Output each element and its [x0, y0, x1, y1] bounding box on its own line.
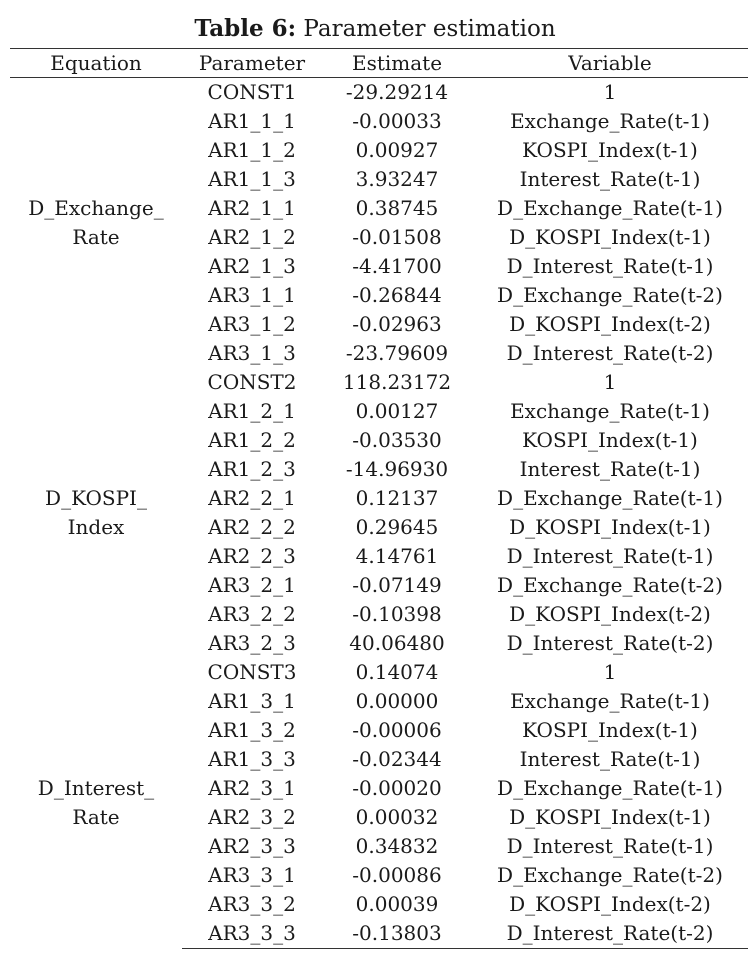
estimate-cell: 4.14761 [355, 544, 439, 568]
variable-cell: D_Interest_Rate(t-1) [506, 834, 714, 858]
variable-cell: D_Exchange_Rate(t-2) [497, 283, 723, 307]
variable-cell: D_KOSPI_Index(t-2) [509, 892, 711, 916]
parameter-cell: AR3_1_1 [208, 283, 296, 307]
variable-cell: D_KOSPI_Index(t-1) [509, 225, 711, 249]
variable-cell: D_Interest_Rate(t-2) [506, 341, 714, 365]
estimate-cell: 118.23172 [342, 370, 452, 394]
estimate-cell: 0.14074 [355, 660, 439, 684]
variable-cell: D_Exchange_Rate(t-1) [497, 776, 723, 800]
estimate-cell: 0.38745 [355, 196, 439, 220]
parameter-cell: AR1_2_3 [208, 457, 296, 481]
estimate-cell: 0.34832 [355, 834, 439, 858]
parameter-cell: AR3_2_1 [208, 573, 296, 597]
estimate-cell: -0.01508 [352, 225, 442, 249]
parameter-cell: AR2_3_2 [208, 805, 296, 829]
header-estimate: Estimate [322, 49, 472, 78]
estimate-cell: -23.79609 [345, 341, 449, 365]
equation-cell [10, 368, 182, 658]
parameter-cell: AR2_3_1 [208, 776, 296, 800]
parameter-cell: AR1_1_2 [208, 138, 296, 162]
variable-cell: D_Interest_Rate(t-1) [506, 544, 714, 568]
variable-cell: Interest_Rate(t-1) [519, 167, 701, 191]
variable-cell: D_KOSPI_Index(t-1) [509, 805, 711, 829]
variable-cell: 1 [603, 370, 617, 394]
equation-name-line: Index [67, 515, 125, 539]
estimate-cell: -0.02344 [352, 747, 442, 771]
parameter-cell: AR1_3_3 [208, 747, 296, 771]
estimate-cell: -0.26844 [352, 283, 442, 307]
parameter-cell: CONST3 [207, 660, 297, 684]
estimate-cell: -29.29214 [345, 80, 449, 104]
estimate-cell: -14.96930 [345, 457, 449, 481]
parameter-cell: AR2_3_3 [208, 834, 296, 858]
variable-cell: KOSPI_Index(t-1) [522, 428, 698, 452]
parameter-cell: AR1_3_1 [208, 689, 296, 713]
variable-cell: 1 [603, 80, 617, 104]
equation-name-line: Rate [72, 225, 120, 249]
variable-cell: Interest_Rate(t-1) [519, 457, 701, 481]
estimate-cell: -0.00086 [352, 863, 442, 887]
variable-cell: D_KOSPI_Index(t-1) [509, 515, 711, 539]
parameter-cell: AR2_2_2 [208, 515, 296, 539]
header-equation: Equation [10, 49, 182, 78]
parameter-cell: AR3_1_3 [208, 341, 296, 365]
estimate-cell: -0.03530 [352, 428, 442, 452]
table-row [10, 78, 748, 108]
variable-cell: D_Interest_Rate(t-2) [472, 919, 748, 949]
parameter-cell: AR2_2_3 [208, 544, 296, 568]
equation-name-line: Rate [72, 805, 120, 830]
parameter-cell: AR1_2_2 [208, 428, 296, 452]
estimate-cell: 40.06480 [349, 631, 445, 655]
equation-name-line: D_Exchange_ [28, 196, 164, 220]
parameter-cell: CONST1 [207, 80, 297, 104]
equation-name-line: D_Interest_ [37, 776, 155, 801]
parameter-cell: AR3_3_2 [208, 892, 296, 916]
variable-cell: D_Exchange_Rate(t-1) [497, 196, 723, 220]
parameter-cell: AR3_3_1 [208, 863, 296, 887]
variable-cell: Interest_Rate(t-1) [519, 747, 701, 771]
variable-cell: D_Interest_Rate(t-2) [506, 631, 714, 655]
table-row [10, 658, 748, 687]
parameter-cell: AR2_2_1 [208, 486, 296, 510]
table-caption-text: Parameter estimation [303, 16, 556, 42]
parameter-estimation-table [10, 48, 748, 949]
table-header-row [10, 49, 748, 78]
estimate-cell: 0.00032 [355, 805, 439, 829]
variable-cell: Exchange_Rate(t-1) [510, 109, 710, 133]
variable-cell: Exchange_Rate(t-1) [510, 399, 710, 423]
estimate-cell: -0.00020 [352, 776, 442, 800]
variable-cell: D_Exchange_Rate(t-1) [497, 486, 723, 510]
parameter-cell: AR3_3_3 [182, 919, 322, 949]
variable-cell: D_Exchange_Rate(t-2) [497, 573, 723, 597]
variable-cell: D_KOSPI_Index(t-2) [509, 312, 711, 336]
table-row [10, 368, 748, 397]
parameter-cell: AR2_1_2 [208, 225, 296, 249]
estimate-cell: 0.00000 [355, 689, 439, 713]
estimate-cell: -0.00006 [352, 718, 442, 742]
estimate-cell: -0.07149 [352, 573, 442, 597]
table-caption-label: Table 6: [194, 15, 297, 42]
estimate-cell: 0.00039 [355, 892, 439, 916]
variable-cell: KOSPI_Index(t-1) [522, 138, 698, 162]
table-caption [0, 14, 750, 44]
parameter-cell: AR1_1_3 [208, 167, 296, 191]
estimate-cell: 0.29645 [355, 515, 439, 539]
equation-name-line: D_KOSPI_ [45, 486, 147, 510]
parameter-cell: AR1_2_1 [208, 399, 296, 423]
table-body [10, 78, 748, 949]
header-variable: Variable [472, 49, 748, 78]
estimate-cell: -4.41700 [352, 254, 442, 278]
parameter-cell: AR1_3_2 [208, 718, 296, 742]
parameter-cell: AR1_1_1 [208, 109, 296, 133]
header-parameter: Parameter [182, 49, 322, 78]
variable-cell: Exchange_Rate(t-1) [510, 689, 710, 713]
variable-cell: D_Interest_Rate(t-1) [506, 254, 714, 278]
parameter-cell: CONST2 [207, 370, 297, 394]
parameter-cell: AR3_2_3 [208, 631, 296, 655]
variable-cell: D_KOSPI_Index(t-2) [509, 602, 711, 626]
estimate-cell: -0.02963 [352, 312, 442, 336]
variable-cell: D_Exchange_Rate(t-2) [497, 863, 723, 887]
estimate-cell: 0.00127 [355, 399, 439, 423]
variable-cell: KOSPI_Index(t-1) [522, 718, 698, 742]
parameter-cell: AR3_2_2 [208, 602, 296, 626]
estimate-cell: -0.00033 [352, 109, 442, 133]
parameter-cell: AR2_1_1 [208, 196, 296, 220]
parameter-cell: AR2_1_3 [208, 254, 296, 278]
estimate-cell: 0.00927 [355, 138, 439, 162]
variable-cell: 1 [603, 660, 617, 684]
estimate-cell: -0.13803 [322, 919, 472, 949]
estimate-cell: -0.10398 [352, 602, 442, 626]
parameter-cell: AR3_1_2 [208, 312, 296, 336]
equation-cell [10, 78, 182, 369]
equation-cell [10, 658, 182, 949]
estimate-cell: 0.12137 [355, 486, 439, 510]
estimate-cell: 3.93247 [355, 167, 439, 191]
